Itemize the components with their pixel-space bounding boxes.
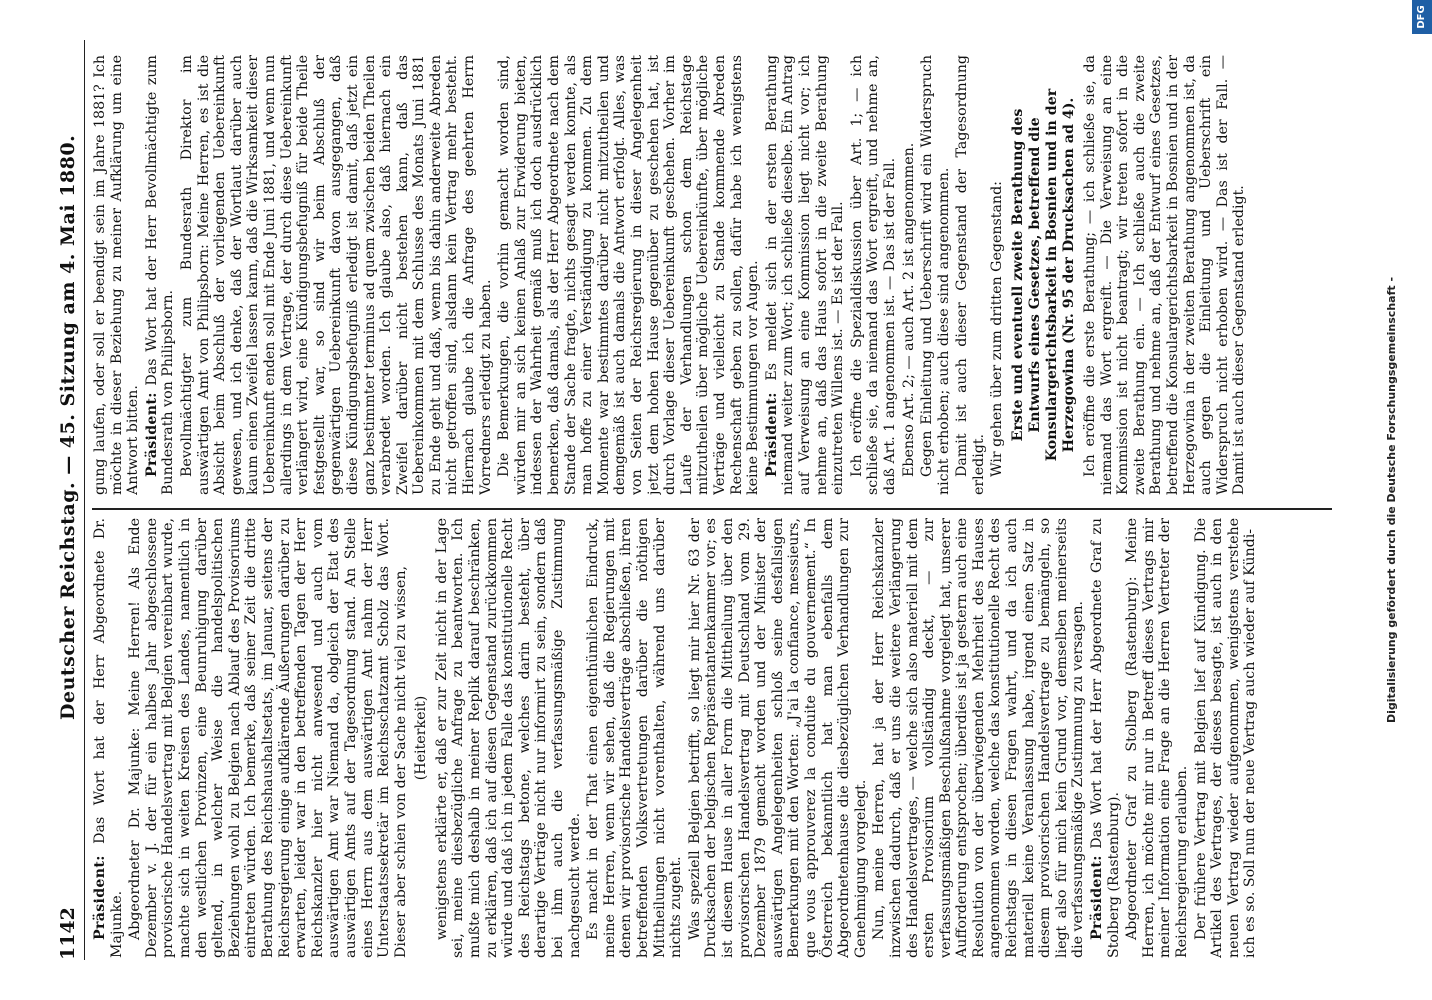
paragraph (585, 518, 685, 958)
paragraph-text: Der frühere Vertrag mit Belgien lief auf Kündigung. Die Artikel des Vertrages, der dieses besagte, ist auch in den neuen Vertrag wieder aufgenommen, wenigstens verstehe ich es so. Soll nun der neue Vertrag auch wieder auf Kündi- (1192, 518, 1259, 958)
paragraph-text: wenigstens erklärte er, daß er zur Zeit nicht in der Lage sei, meine diesbezügliche Anfrage zu beantworten. Ich mußte mich deshalb in meiner Replik darauf beschränken, zu erklären, daß ich auf diesen Gegenstand zurückkommen würde und daß ich in jedem Falle das konstitutionelle Recht des Reichstags betone, welches darin besteht, über derartige Verträge nicht nur informirt zu sein, sondern daß bei ihm auch die verfassungsmäßige Zustimmung nachgesucht werde. (433, 518, 583, 958)
digitization-credit: Digitalisierung gefördert durch die Deutsche Forschungsgemeinschaft - (1385, 276, 1398, 724)
paragraph-text: Das Wort hat der Herr Abgeordnete Graf zu Stolberg (Rastenburg). (1089, 518, 1122, 958)
speaker-label: Präsident: (763, 392, 780, 477)
paragraph (954, 55, 987, 495)
page-title: Deutscher Reichstag. — 45. Sitzung am 4. Mai 1880. (57, 134, 79, 720)
paragraph (687, 518, 870, 958)
paragraph (496, 55, 762, 495)
page-number: 1142 (57, 907, 79, 960)
paragraph (92, 518, 125, 958)
paragraph-text: Bevollmächtigter zum Bundesrath Direktor im auswärtigen Amt von Philipsborn: Meine Herren, es ist die Absicht beim Abschluß der vorliegenden Uebereinkunft gewesen, und ich denke, daß der Wortlaut darüber auch kaum einen Zweifel lassen kann, daß die Wirksamkeit dieser Uebereinkunft enden soll mit Ende Juni 1881, und wenn nun allerdings in dem Vertrage, der durch diese Uebereinkunft verlängert wird, eine Kündigungsbefugniß für beide Theile festgestellt war, so sind wir beim Abschluß der gegenwärtigen Uebereinkunft davon ausgegangen, daß diese Kündigungsbefugniß erledigt ist damit, daß jetzt ein ganz bestimmter terminus ad quem zwischen beiden Theilen verabredet worden. Ich glaube also, daß hiernach ein Zweifel darüber nicht bestehen kann, daß das Uebereinkommen mit dem Schlusse des Monats Juni 1881 zu Ende geht und daß, wenn bis dahin anderweite Abreden nicht getroffen sind, alsdann kein Vertrag mehr besteht. Hiernach glaube ich die Anfrage des geehrten Herrn Vorredners erledigt zu haben. (178, 55, 494, 495)
text-column-right (92, 55, 1327, 495)
paragraph (1124, 518, 1190, 958)
speaker-label: Präsident: (92, 855, 108, 940)
paragraph-text: Das Wort hat der Herr Bevollmächtigte zum Bundesrath von Philipsborn. (143, 55, 177, 495)
paragraph (144, 55, 177, 495)
paragraph (989, 55, 1006, 495)
header-rule (84, 40, 85, 960)
speaker-label: Präsident: (1089, 855, 1106, 940)
paragraph (919, 55, 952, 495)
dfg-logo: DFG (1412, 0, 1432, 34)
paragraph-text: Was speziell Belgien betrifft, so liegt mir hier Nr. 63 der Drucksachen der belgischen Repräsentantenkammer vor; es ist diesem Hause in aller Form die Mittheilung über den provisorischen Handelsvertrag mit Deutschland vom 29. Dezember 1879 gemacht worden und der Minister der auswärtigen Angelegenheiten schloß seine desfallsigen Bemerkungen mit den Worten: „J'ai la confiance, messieurs, que vous approuverez la conduite du gouvernement.“ In Österreich bekanntlich hat man ebenfalls dem Abgeordnetenhause die diesbezüglichen Verhandlungen zur Genehmigung vorgelegt. (686, 518, 869, 958)
paragraph (901, 55, 918, 495)
paragraph-text: gung laufen, oder soll er beendigt sein im Jahre 1881? Ich möchte in dieser Beziehung zu meiner Aufklärung um eine Antwort bitten. (92, 55, 142, 495)
paragraph (127, 518, 409, 958)
paragraph-text: Ich eröffne die erste Berathung; — ich schließe sie, da niemand das Wort ergreift. — Die Verweisung an eine Kommission ist nicht beantragt; wir treten sofort in die zweite Berathung ein. — Ich schließe auch die zweite Berathung und nehme an, daß der Entwurf eines Gesetzes, betreffend die Konsulargerichtsbarkeit in Bosnien und in der Herzegowina in der zweiten Berathung angenommen ist, da auch gegen die Einleitung und Ueberschrift ein Widerspruch nicht erhoben wird. — Das ist der Fall. — Damit ist auch dieser Gegenstand erledigt. (1082, 55, 1248, 495)
paragraph (1089, 518, 1122, 958)
paragraph-text: Wir gehen über zum dritten Gegenstand: (989, 181, 1006, 477)
paragraph-text: Das Wort hat der Herr Abgeordnete Dr. Majunke. (92, 518, 125, 958)
paragraph (92, 55, 142, 495)
paragraph-text: Es macht in der That einen eigenthümlichen Eindruck, meine Herren, wenn wir sehen, daß die Regierungen mit denen wir provisorische Handelsverträge abschließen, ihren betreffenden Volksvertretungen darüber die nöthigen Mittheilungen nicht vorenthalten, während uns darüber nichts zugeht. (585, 518, 685, 958)
speaker-label: Präsident: (143, 392, 160, 477)
paragraph (849, 55, 899, 495)
paragraph-text: Ich eröffne die Spezialdiskussion über Art. 1; — ich schließe sie, da niemand das Wort ergreift, und nehme an, daß Art. 1 angenommen ist. — Das ist der Fall. (848, 55, 898, 495)
paragraph-text: Es meldet sich in der ersten Berathung niemand weiter zum Wort; ich schließe dieselbe. Ein Antrag auf Verweisung an eine Kommission liegt nicht vor; ich nehme an, daß das Haus sofort in die zweite Berathung einzutreten Willens ist. — Es ist der Fall. (763, 55, 847, 495)
text-column-left (92, 518, 1327, 958)
paragraph-text: Damit ist auch dieser Gegenstand der Tagesordnung erledigt. (954, 55, 987, 495)
paragraph-text: Nun, meine Herren, hat ja der Herr Reichskanzler inzwischen dadurch, daß er uns die weitere Verlängerung des Handelsvertrages, — welche sich also materiell mit dem ersten Provisorium vollständig deckt, — zur verfassungsmäßigen Beschlußnahme vorgelegt hat, unserer Aufforderung entsprochen; überdies ist ja gestern auch eine Resolution von der überwiegenden Mehrheit des Hauses angenommen worden, welche das konstitutionelle Recht des Reichstags in diesen Fragen wahrt, und da ich auch materiell keine Veranlassung habe, irgend einen Satz in diesem provisorischen Handelsvertrage zu bemängeln, so liegt also für mich kein Grund vor, demselben meinerseits die verfassungsmäßige Zustimmung zu versagen. (871, 518, 1087, 958)
agenda-item: Erste und eventuell zweite Berathung des Entwurfs eines Gesetzes, betreffend die Konsulargerichtsbarkeit in Bosnien und in der Herzegowina (Nr. 95 der Drucksachen ad 4). (1010, 88, 1078, 462)
paragraph (1193, 518, 1259, 958)
paragraph-text: Abgeordneter Graf zu Stolberg (Rastenburg): Meine Herren, ich möchte mir nur in Betreff dieses Vertrags mir meiner Information eine Frage an die Herren Vertreter der Reichsregierung erlauben. (1124, 518, 1190, 958)
column-divider (92, 508, 1332, 510)
paragraph-text: Abgeordneter Dr. Majunke: Meine Herren! Als Ende Dezember v. J. der für ein halbes Jahr abgeschlossene provisorische Handelsvertrag mit Belgien vereinbart wurde, machte sich in weiten Kreisen des Landes, namentlich in den westlichen Provinzen, eine Beunruhigung darüber geltend, in welcher Weise die handelspolitischen Beziehungen wohl zu Belgien nach Ablauf des Provisoriums eintreten würden. Ich bemerke, daß seiner Zeit die dritte Berathung des Reichshaushaltsetats, im Januar, seitens der Reichsregierung einige aufklärende Äußerungen darüber zu erwarten, leider war in den betreffenden Tagen der Herr Reichskanzler hier nicht anwesend und auch vom auswärtigen Amt war Niemand da, obgleich der Etat des auswärtigen Amts auf der Tagesordnung stand. An Stelle eines Herrn aus dem auswärtigen Amt nahm der Herr Unterstaatssekretär im Reichsschatzamt Scholz das Wort. Dieser aber schien von der Sache nicht viel zu wissen, (127, 518, 409, 958)
paragraph (1082, 55, 1248, 495)
page-header (55, 50, 85, 960)
paragraph (434, 518, 583, 958)
paragraph-text: Ebenso Art. 2; — auch Art. 2 ist angenommen. (900, 142, 917, 477)
paragraph (764, 55, 847, 495)
paragraph-text: Gegen Einleitung und Ueberschrift wird ein Widerspruch nicht erhoben; auch diese sind angenommen. (919, 55, 952, 495)
paragraph (179, 55, 494, 495)
paragraph-text: Die Bemerkungen, die vorhin gemacht worden sind, würden mir an sich keinen Anlaß zur Erwiderung bieten, indessen der Wahrheit gemäß muß ich doch ausdrücklich bemerken, daß damals, als der Herr Abgeordnete nach dem Stande der Sache fragte, nichts gesagt werden konnte, als man hoffe zu einer Verständigung zu kommen. Zu dem Momente war bestimmtes darüber nicht mitzutheilen und demgemäß ist auch damals die Antwort erfolgt. Alles, was von Seiten der Reichsregierung in dieser Angelegenheit jetzt dem hohen Hause gegenüber zu geschehen hat, ist durch Vorlage dieser Uebereinkunft geschehen. Vorher im Laufe der Verhandlungen schon dem Reichstage mitzutheilen über mögliche Uebereinkünfte, über mögliche Verträge und vielleicht zu Stande kommende Abreden Rechenschaft geben zu sollen, dafür habe ich wenigstens keine Bestimmungen vor Augen. (496, 55, 762, 495)
paragraph (871, 518, 1087, 958)
remark-line: (Heiterkeit) (413, 695, 430, 781)
